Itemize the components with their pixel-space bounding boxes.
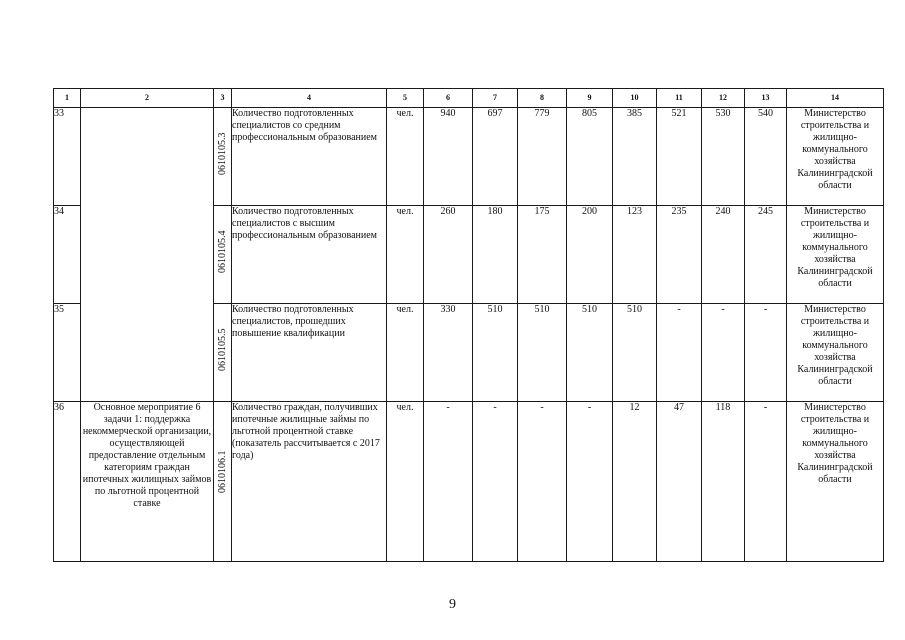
header-cell: 4	[232, 89, 387, 108]
indicator-code: 0610105.5	[216, 328, 228, 371]
value-cell: 510	[473, 304, 518, 402]
page-number: 9	[449, 597, 456, 612]
value-cell: -	[424, 402, 473, 562]
indicator-code-cell	[214, 108, 232, 206]
unit: чел.	[387, 108, 424, 206]
indicator-name: Количество граждан, получивших ипотечные жилищные займы по льготной процентной ставке (показатель рассчитывается с 2017 года)	[232, 402, 387, 562]
header-cell: 7	[473, 89, 518, 108]
value-cell: 530	[702, 108, 745, 206]
header-cell: 11	[657, 89, 702, 108]
unit: чел.	[387, 206, 424, 304]
value-cell: 805	[567, 108, 613, 206]
indicator-name: Количество подготовленных специалистов с высшим профессиональным образованием	[232, 206, 387, 304]
value-cell: 245	[745, 206, 787, 304]
header-cell: 12	[702, 89, 745, 108]
value-cell: -	[567, 402, 613, 562]
row-number: 34	[54, 206, 81, 304]
table-row	[54, 108, 884, 206]
header-cell: 1	[54, 89, 81, 108]
header-cell: 6	[424, 89, 473, 108]
value-cell: -	[745, 402, 787, 562]
indicator-code: 0610105.4	[216, 230, 228, 273]
row-number: 33	[54, 108, 81, 206]
responsible-executor: Министерство строительства и жилищно-коммунального хозяйства Калининградской области	[787, 304, 884, 402]
unit: чел.	[387, 304, 424, 402]
responsible-executor: Министерство строительства и жилищно-коммунального хозяйства Калининградской области	[787, 206, 884, 304]
value-cell: -	[745, 304, 787, 402]
header-cell: 9	[567, 89, 613, 108]
header-row	[54, 89, 884, 108]
value-cell: -	[702, 304, 745, 402]
indicator-code: 0610106.1	[216, 450, 228, 493]
value-cell: 47	[657, 402, 702, 562]
header-cell: 10	[613, 89, 657, 108]
header-cell: 13	[745, 89, 787, 108]
value-cell: 521	[657, 108, 702, 206]
header-cell: 2	[81, 89, 214, 108]
value-cell: 540	[745, 108, 787, 206]
value-cell: 330	[424, 304, 473, 402]
value-cell: -	[473, 402, 518, 562]
value-cell: 200	[567, 206, 613, 304]
value-cell: 385	[613, 108, 657, 206]
value-cell: 180	[473, 206, 518, 304]
value-cell: 510	[567, 304, 613, 402]
value-cell: 12	[613, 402, 657, 562]
row-number: 35	[54, 304, 81, 402]
table-row	[54, 402, 884, 562]
value-cell: 260	[424, 206, 473, 304]
value-cell: 240	[702, 206, 745, 304]
header-cell: 5	[387, 89, 424, 108]
value-cell: 779	[518, 108, 567, 206]
indicator-code-cell	[214, 402, 232, 562]
row-number: 36	[54, 402, 81, 562]
value-cell: 235	[657, 206, 702, 304]
indicator-code-cell	[214, 206, 232, 304]
header-cell: 14	[787, 89, 884, 108]
value-cell: 123	[613, 206, 657, 304]
value-cell: 118	[702, 402, 745, 562]
indicator-name: Количество подготовленных специалистов со средним профессиональным образованием	[232, 108, 387, 206]
indicator-code: 0610105.3	[216, 132, 228, 175]
value-cell: -	[518, 402, 567, 562]
value-cell: 510	[613, 304, 657, 402]
indicators-table	[53, 88, 884, 562]
responsible-executor: Министерство строительства и жилищно-коммунального хозяйства Калининградской области	[787, 108, 884, 206]
activity-cell-empty	[81, 108, 214, 402]
indicator-code-cell	[214, 304, 232, 402]
activity-description: Основное мероприятие 6 задачи 1: поддержка некоммерческой организации, осуществляющей предоставление отдельным категориям граждан ипотечных жилищных займов по льготной процентной ставке	[81, 402, 214, 562]
indicator-name: Количество подготовленных специалистов, прошедших повышение квалификации	[232, 304, 387, 402]
value-cell: 697	[473, 108, 518, 206]
responsible-executor: Министерство строительства и жилищно-коммунального хозяйства Калининградской области	[787, 402, 884, 562]
header-cell: 3	[214, 89, 232, 108]
value-cell: 940	[424, 108, 473, 206]
value-cell: 175	[518, 206, 567, 304]
value-cell: 510	[518, 304, 567, 402]
header-cell: 8	[518, 89, 567, 108]
value-cell: -	[657, 304, 702, 402]
unit: чел.	[387, 402, 424, 562]
